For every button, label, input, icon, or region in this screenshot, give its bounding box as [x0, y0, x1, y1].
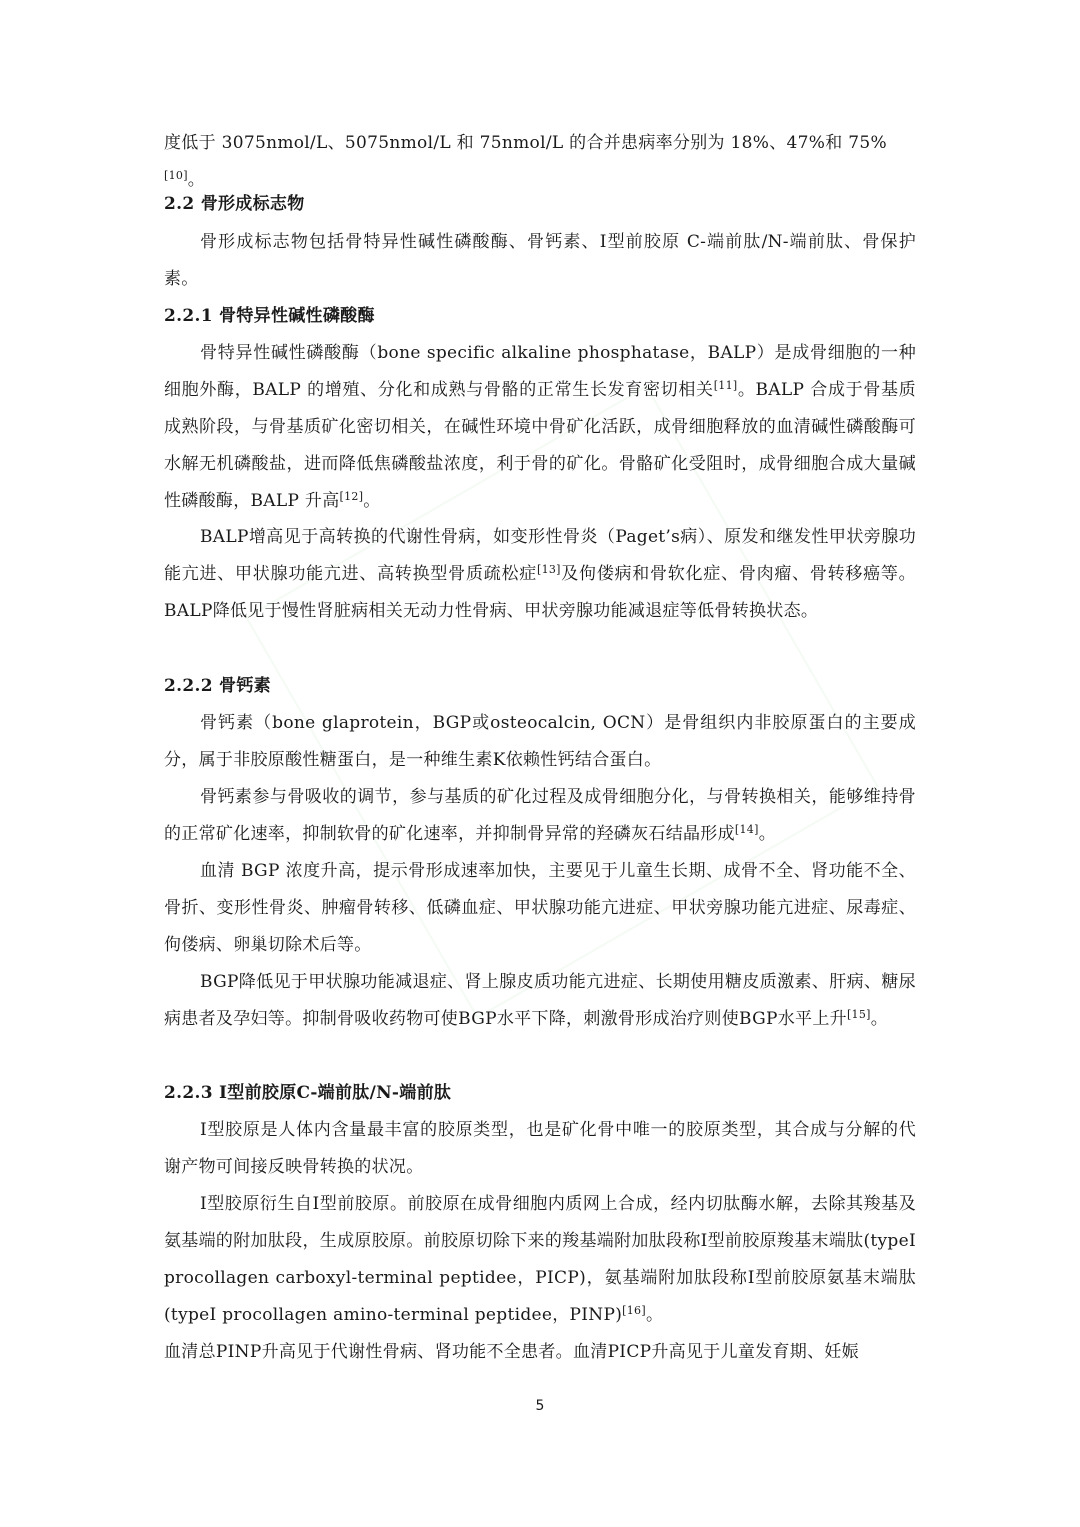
heading-2-2-1: 2.2.1 骨特异性碱性磷酸酶	[164, 306, 375, 326]
paragraph-bgp-3: 血清 BGP 浓度升高，提示骨形成速率加快，主要见于儿童生长期、成骨不全、肾功能不全、骨折、变形性骨炎、肿瘤骨转移、低磷血症、甲状腺功能亢进症、甲状旁腺功能亢进症、尿毒症、佝偻病、卵巢切除术后等。	[164, 861, 916, 955]
paragraph-bgp-4: BGP降低见于甲状腺功能减退症、肾上腺皮质功能亢进症、长期使用糖皮质激素、肝病、糖尿病患者及孕妇等。抑制骨吸收药物可使BGP水平下降，刺激骨形成治疗则使BGP水平上升[15]。	[164, 972, 916, 1029]
paragraph-collagen-2: Ⅰ型胶原衍生自I型前胶原。前胶原在成骨细胞内质网上合成，经内切肽酶水解，去除其羧基及氨基端的附加肽段，生成原胶原。前胶原切除下来的羧基端附加肽段称I型前胶原羧基末端肽(typeⅠ procollagen carboxyl-terminal peptidee，PICP)，氨基端附加肽段称I型前胶原氨基末端肽(typeⅠ procollagen amino-terminal peptidee，PINP)[16]。	[164, 1194, 916, 1325]
paragraph-bgp-2: 骨钙素参与骨吸收的调节，参与基质的矿化过程及成骨细胞分化，与骨转换相关，能够维持骨的正常矿化速率，抑制软骨的矿化速率，并抑制骨异常的羟磷灰石结晶形成[14]。	[164, 787, 916, 844]
page-number: 5	[535, 1398, 545, 1414]
heading-2-2-3: 2.2.3 Ⅰ型前胶原C-端前肽/N-端前肽	[164, 1083, 452, 1103]
paragraph-balp-2: BALP增高见于高转换的代谢性骨病，如变形性骨炎（Paget’s病）、原发和继发性甲状旁腺功能亢进、甲状腺功能亢进、高转换型骨质疏松症[13]及佝偻病和骨软化症、骨肉瘤、骨转移癌等。BALP降低见于慢性肾脏病相关无动力性骨病、甲状旁腺功能减退症等低骨转换状态。	[164, 527, 916, 621]
heading-2-2: 2.2 骨形成标志物	[164, 194, 305, 214]
paragraph-collagen-3: 血清总PINP升高见于代谢性骨病、肾功能不全患者。血清PICP升高见于儿童发育期、妊娠	[164, 1342, 859, 1362]
intro-line: 度低于 3075nmol/L、5075nmol/L 和 75nmol/L 的合并患病率分别为 18%、47%和 75%[10]。	[164, 133, 887, 190]
paragraph-collagen-1: I型胶原是人体内含量最丰富的胶原类型，也是矿化骨中唯一的胶原类型，其合成与分解的代谢产物可间接反映骨转换的状况。	[164, 1120, 916, 1177]
paragraph-bgp-1: 骨钙素（bone glaprotein，BGP或osteocalcin, OCN）是骨组织内非胶原蛋白的主要成分，属于非胶原酸性糖蛋白，是一种维生素K依赖性钙结合蛋白。	[164, 713, 916, 770]
paragraph-2-2: 骨形成标志物包括骨特异性碱性磷酸酶、骨钙素、Ⅰ型前胶原 C-端前肽/N-端前肽、骨保护素。	[164, 232, 916, 289]
paragraph-balp-1: 骨特异性碱性磷酸酶（bone specific alkaline phosphatase，BALP）是成骨细胞的一种细胞外酶，BALP 的增殖、分化和成熟与骨骼的正常生长发育密切相关[11]。BALP 合成于骨基质成熟阶段，与骨基质矿化密切相关，在碱性环境中骨矿化活跃，成骨细胞释放的血清碱性磷酸酶可水解无机磷酸盐，进而降低焦磷酸盐浓度，利于骨的矿化。骨骼矿化受阻时，成骨细胞合成大量碱性磷酸酶，BALP 升高[12]。	[164, 343, 916, 511]
heading-2-2-2: 2.2.2 骨钙素	[164, 676, 271, 696]
